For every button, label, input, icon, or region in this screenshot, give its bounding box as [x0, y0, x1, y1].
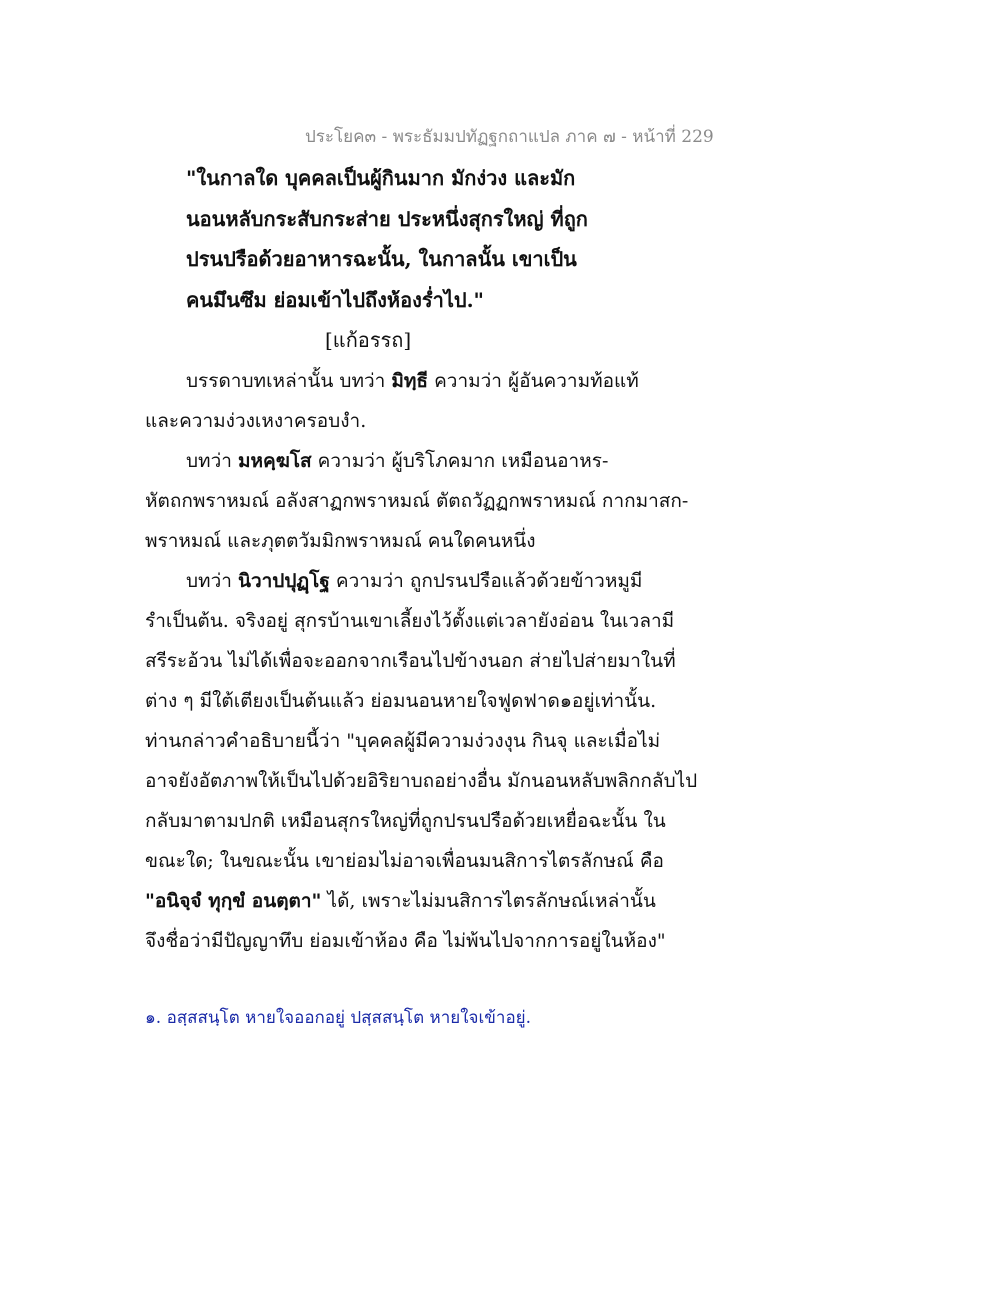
paragraph-line: กลับมาตามปกติ เหมือนสุกรใหญ่ที่ถูกปรนปรือด้วยเหยื่อฉะนั้น ใน — [145, 810, 666, 832]
section-label: [แก้อรรถ] — [325, 328, 412, 352]
paragraph-line: อาจยังอัตภาพให้เป็นไปด้วยอิริยาบถอย่างอื่น มักนอนหลับพลิกกลับไป — [145, 770, 698, 792]
paragraph-line: ท่านกล่าวคำอธิบายนี้ว่า "บุคคลผู้มีความง่วงงุน กินจุ และเมื่อไม่ — [145, 730, 661, 752]
footnote: ๑. อสฺสสนฺโต หายใจออกอยู่ ปสฺสสนฺโต หายใจเข้าอยู่. — [145, 1008, 532, 1028]
text-span: บทว่า — [186, 570, 238, 592]
pali-term: นิวาปปุฏฺโฐ — [237, 570, 330, 592]
text-span: บรรดาบทเหล่านั้น บทว่า — [186, 370, 392, 392]
paragraph-line: และความง่วงเหงาครอบงำ. — [145, 410, 367, 432]
text-span: บทว่า — [186, 450, 238, 472]
pali-term: "อนิจฺจํ ทุกฺขํ อนตฺตา" — [145, 890, 322, 912]
paragraph-line: หัตถกพราหมณ์ อลังสาฏกพราหมณ์ ตัตถวัฏฏกพราหมณ์ กากมาสก- — [145, 490, 689, 512]
paragraph-line — [145, 886, 656, 916]
text-span: ได้, เพราะไม่มนสิการไตรลักษณ์เหล่านั้น — [321, 890, 656, 912]
pali-term: มิทฺธี — [391, 370, 429, 392]
verse-line: ปรนปรือด้วยอาหารฉะนั้น, ในกาลนั้น เขาเป็น — [186, 247, 577, 271]
paragraph-line — [186, 446, 608, 476]
paragraph-line: พราหมณ์ และภุตตวัมมิกพราหมณ์ คนใดคนหนึ่ง — [145, 530, 536, 552]
text-span: ความว่า ผู้อันความท้อแท้ — [428, 370, 639, 392]
paragraph-line: ขณะใด; ในขณะนั้น เขาย่อมไม่อาจเพื่อนมนสิการไตรลักษณ์ คือ — [145, 850, 664, 872]
verse-line: "ในกาลใด บุคคลเป็นผู้กินมาก มักง่วง และมัก — [186, 166, 576, 190]
paragraph-line — [186, 366, 639, 396]
paragraph-line: สรีระอ้วน ไม่ได้เพื่อจะออกจากเรือนไปข้างนอก ส่ายไปส่ายมาในที่ — [145, 650, 676, 672]
paragraph-line: รำเป็นต้น. จริงอยู่ สุกรบ้านเขาเลี้ยงไว้ตั้งแต่เวลายังอ่อน ในเวลามี — [145, 610, 675, 632]
running-header: ประโยค๓ - พระธัมมปทัฏฐกถาแปล ภาค ๗ - หน้าที่ 229 — [305, 127, 714, 147]
verse-line: นอนหลับกระสับกระส่าย ประหนึ่งสุกรใหญ่ ที่ถูก — [186, 207, 588, 231]
paragraph-line: ต่าง ๆ มีใต้เตียงเป็นต้นแล้ว ย่อมนอนหายใจฟูดฟาด๑อยู่เท่านั้น. — [145, 690, 657, 712]
paragraph-line: จึงชื่อว่ามีปัญญาทึบ ย่อมเข้าห้อง คือ ไม่พ้นไปจากการอยู่ในห้อง" — [145, 930, 666, 952]
paragraph-line — [186, 566, 642, 596]
pali-term: มหคฺฆโส — [237, 450, 312, 472]
text-span: ความว่า ถูกปรนปรือแล้วด้วยข้าวหมูมี — [329, 570, 643, 592]
text-span: ความว่า ผู้บริโภคมาก เหมือนอาหร- — [311, 450, 609, 472]
verse-line: คนมึนซึม ย่อมเข้าไปถึงห้องร่ำไป." — [186, 288, 484, 312]
